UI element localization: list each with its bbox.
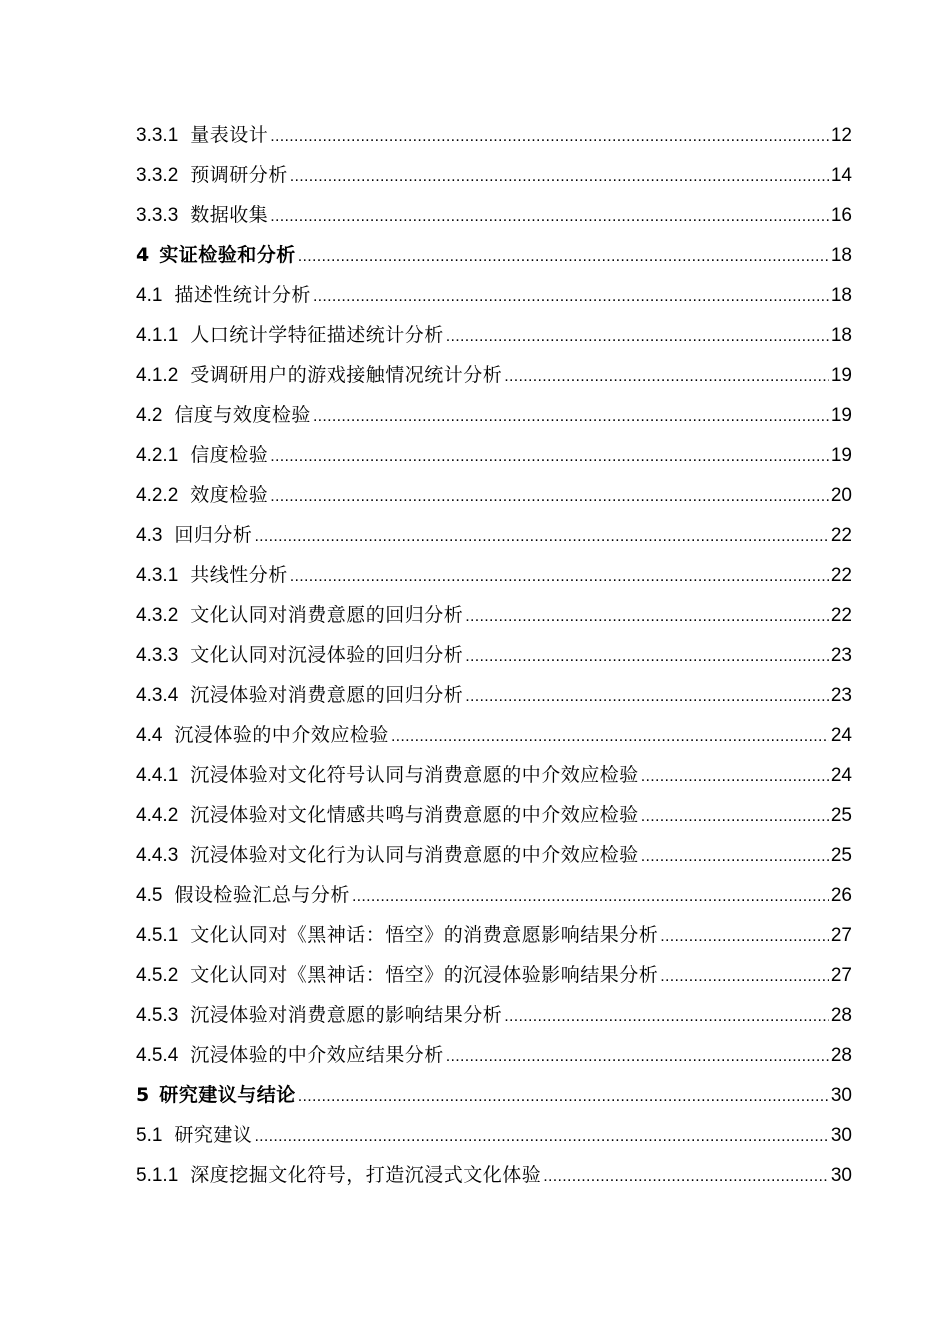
toc-entry-page-number: 24 (830, 725, 852, 746)
toc-entry-page-number: 14 (830, 165, 852, 186)
dot-leader (660, 957, 829, 997)
toc-entry-number: 4.5.4 (136, 1045, 179, 1066)
toc-entry-number: 3.3.3 (136, 205, 179, 226)
toc-entry-title: 沉浸体验对消费意愿的影响结果分析 (190, 1004, 503, 1026)
toc-entry-title: 研究建议与结论 (159, 1084, 296, 1106)
toc-entry-title: 文化认同对《黑神话：悟空》的沉浸体验影响结果分析 (190, 964, 659, 986)
toc-entry-number: 4.3.2 (136, 605, 179, 626)
dot-leader (270, 117, 829, 157)
toc-entry-title: 假设检验汇总与分析 (174, 884, 350, 906)
toc-entry-title: 信度检验 (190, 444, 269, 466)
toc-entry-number: 4.3 (136, 525, 163, 546)
toc-entry[interactable] (136, 395, 852, 435)
toc-entry[interactable] (136, 755, 852, 795)
dot-leader (298, 1077, 829, 1117)
toc-entry-title: 人口统计学特征描述统计分析 (190, 324, 444, 346)
toc-entry-number: 5.1 (136, 1125, 163, 1146)
toc-entry[interactable] (136, 595, 852, 635)
toc-entry-page-number: 20 (830, 485, 852, 506)
dot-leader (504, 997, 829, 1037)
toc-entry[interactable] (136, 195, 852, 235)
toc-entry[interactable] (136, 115, 852, 155)
dot-leader (254, 1117, 828, 1157)
toc-entry-page-number: 18 (830, 285, 852, 306)
toc-entry-number: 4.3.4 (136, 685, 179, 706)
toc-entry-page-number: 30 (830, 1165, 852, 1186)
toc-entry-title: 文化认同对《黑神话：悟空》的消费意愿影响结果分析 (190, 924, 659, 946)
toc-entry[interactable] (136, 715, 852, 755)
toc-entry[interactable] (136, 795, 852, 835)
toc-entry-title: 数据收集 (190, 204, 269, 226)
dot-leader (504, 357, 829, 397)
toc-entry-page-number: 22 (830, 605, 852, 626)
toc-entry-page-number: 30 (830, 1085, 852, 1106)
toc-entry-number: 4.3.1 (136, 565, 179, 586)
toc-entry-title: 受调研用户的游戏接触情况统计分析 (190, 364, 503, 386)
toc-entry-title: 实证检验和分析 (159, 244, 296, 266)
toc-entry-number: 4.5.3 (136, 1005, 179, 1026)
toc-entry-page-number: 16 (830, 205, 852, 226)
dot-leader (641, 837, 829, 877)
dot-leader (391, 717, 829, 757)
toc-entry-page-number: 25 (830, 805, 852, 826)
toc-entry[interactable] (136, 435, 852, 475)
dot-leader (641, 757, 829, 797)
toc-entry-page-number: 18 (830, 325, 852, 346)
toc-entry-page-number: 23 (830, 645, 852, 666)
toc-entry[interactable] (136, 875, 852, 915)
dot-leader (446, 317, 829, 357)
toc-entry-number: 4 (136, 244, 150, 266)
toc-entry-number: 4.4.1 (136, 765, 179, 786)
dot-leader (313, 397, 829, 437)
dot-leader (352, 877, 829, 917)
toc-entry-page-number: 22 (830, 565, 852, 586)
toc-entry[interactable] (136, 275, 852, 315)
toc-entry[interactable] (136, 915, 852, 955)
toc-entry-number: 5.1.1 (136, 1165, 179, 1186)
toc-chapter-entry[interactable] (136, 235, 852, 275)
toc-entry-page-number: 25 (830, 845, 852, 866)
toc-entry-title: 沉浸体验的中介效应结果分析 (190, 1044, 444, 1066)
dot-leader (270, 477, 829, 517)
toc-entry-title: 信度与效度检验 (174, 404, 311, 426)
dot-leader (465, 637, 829, 677)
toc-entry-page-number: 19 (830, 365, 852, 386)
toc-entry-page-number: 19 (830, 445, 852, 466)
toc-entry-page-number: 24 (830, 765, 852, 786)
toc-entry-number: 4.4.3 (136, 845, 179, 866)
toc-entry-page-number: 30 (830, 1125, 852, 1146)
toc-entry-title: 深度挖掘文化符号，打造沉浸式文化体验 (190, 1164, 542, 1186)
toc-entry-title: 共线性分析 (190, 564, 288, 586)
dot-leader (270, 437, 829, 477)
toc-entry[interactable] (136, 995, 852, 1035)
toc-entry-number: 5 (136, 1084, 150, 1106)
toc-entry-number: 4.1.2 (136, 365, 179, 386)
dot-leader (254, 517, 828, 557)
toc-entry-title: 沉浸体验的中介效应检验 (174, 724, 389, 746)
dot-leader (290, 557, 829, 597)
toc-entry-page-number: 19 (830, 405, 852, 426)
toc-chapter-entry[interactable] (136, 1075, 852, 1115)
toc-entry[interactable] (136, 1155, 852, 1195)
toc-entry-number: 4.4 (136, 725, 163, 746)
toc-entry[interactable] (136, 1035, 852, 1075)
toc-entry-title: 文化认同对沉浸体验的回归分析 (190, 644, 464, 666)
toc-entry[interactable] (136, 955, 852, 995)
toc-entry-number: 4.5 (136, 885, 163, 906)
toc-entry[interactable] (136, 315, 852, 355)
toc-entry-title: 量表设计 (190, 124, 269, 146)
dot-leader (641, 797, 829, 837)
toc-entry-page-number: 28 (830, 1005, 852, 1026)
toc-entry-number: 4.4.2 (136, 805, 179, 826)
toc-entry-page-number: 23 (830, 685, 852, 706)
toc-entry-page-number: 27 (830, 925, 852, 946)
dot-leader (298, 237, 829, 277)
toc-entry[interactable] (136, 1115, 852, 1155)
dot-leader (313, 277, 829, 317)
toc-entry-number: 4.3.3 (136, 645, 179, 666)
dot-leader (290, 157, 829, 197)
toc-entry-title: 文化认同对消费意愿的回归分析 (190, 604, 464, 626)
toc-entry-page-number: 18 (830, 245, 852, 266)
dot-leader (465, 597, 829, 637)
toc-entry-number: 4.1.1 (136, 325, 179, 346)
toc-entry[interactable] (136, 675, 852, 715)
toc-entry-title: 描述性统计分析 (174, 284, 311, 306)
toc-entry-title: 沉浸体验对文化情感共鸣与消费意愿的中介效应检验 (190, 804, 639, 826)
toc-entry[interactable] (136, 835, 852, 875)
toc-entry[interactable] (136, 475, 852, 515)
toc-entry[interactable] (136, 555, 852, 595)
toc-entry-page-number: 27 (830, 965, 852, 986)
toc-entry-number: 4.2 (136, 405, 163, 426)
toc-entry-number: 4.5.1 (136, 925, 179, 946)
toc-entry-page-number: 28 (830, 1045, 852, 1066)
toc-entry-title: 沉浸体验对文化符号认同与消费意愿的中介效应检验 (190, 764, 639, 786)
toc-entry-page-number: 12 (830, 125, 852, 146)
toc-entry-number: 3.3.1 (136, 125, 179, 146)
dot-leader (446, 1037, 829, 1077)
toc-entry-title: 回归分析 (174, 524, 253, 546)
toc-entry-title: 沉浸体验对文化行为认同与消费意愿的中介效应检验 (190, 844, 639, 866)
toc-entry-title: 预调研分析 (190, 164, 288, 186)
dot-leader (660, 917, 829, 957)
toc-entry[interactable] (136, 355, 852, 395)
toc-entry[interactable] (136, 515, 852, 555)
toc-entry-number: 4.2.2 (136, 485, 179, 506)
toc-entry-title: 沉浸体验对消费意愿的回归分析 (190, 684, 464, 706)
toc-entry-page-number: 22 (830, 525, 852, 546)
toc-entry-number: 3.3.2 (136, 165, 179, 186)
toc-entry-number: 4.5.2 (136, 965, 179, 986)
toc-entry[interactable] (136, 155, 852, 195)
table-of-contents (136, 115, 852, 1195)
toc-entry-title: 效度检验 (190, 484, 269, 506)
dot-leader (465, 677, 829, 717)
dot-leader (270, 197, 829, 237)
toc-entry-number: 4.1 (136, 285, 163, 306)
toc-entry-page-number: 26 (830, 885, 852, 906)
toc-entry-title: 研究建议 (174, 1124, 253, 1146)
dot-leader (543, 1157, 829, 1197)
toc-entry-number: 4.2.1 (136, 445, 179, 466)
toc-entry[interactable] (136, 635, 852, 675)
